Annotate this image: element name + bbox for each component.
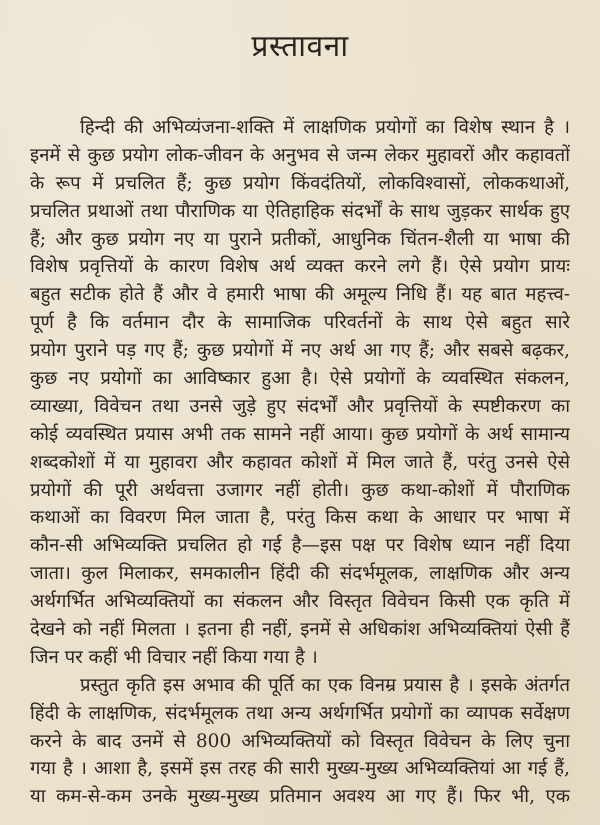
text-line: देखने को नहीं मिलता । इतना ही नहीं, इनमें से अधिकांश अभिव्यक्तियां ऐसी हैं — [30, 619, 570, 641]
text-line: बहुत सटीक होते हैं और वे हमारी भाषा की अमूल्य निधि हैं। यह बात महत्त्व- — [30, 284, 570, 306]
text-line: विशेष प्रवृत्तियों के कारण विशेष अर्थ व्यक्त करने लगे हैं। ऐसे प्रयोग प्रायः — [30, 256, 570, 278]
text-line: पूर्ण है कि वर्तमान दौर के सामाजिक परिवर्तनों के साथ ऐसे बहुत सारे — [30, 312, 570, 334]
text-line: प्रचलित प्रथाओं तथा पौराणिक या ऐतिहाहिक संदर्भों के साथ जुड़कर सार्थक हुए — [30, 200, 570, 222]
text-line: हैं; और कुछ प्रयोग नए या पुराने प्रतीकों, आधुनिक चिंतन-शैली या भाषा की — [30, 228, 570, 250]
text-line: प्रयोगों की पूरी अर्थवत्ता उजागर नहीं होती। कुछ कथा-कोशों में पौराणिक — [30, 479, 570, 501]
text-line: अर्थगर्भित अभिव्यक्तियों का संकलन और विस्तृत विवेचन किसी एक कृति में — [30, 591, 570, 613]
text-line: कथाओं का विवरण मिल जाता है, परंतु किस कथा के आधार पर भाषा में — [30, 507, 570, 529]
text-line: कौन-सी अभिव्यक्ति प्रचलित हो गई है—इस पक्ष पर विशेष ध्यान नहीं दिया — [30, 535, 570, 557]
text-line: करने के बाद उनमें से 800 अभिव्यक्तियों को विस्तृत विवेचन के लिए चुना — [30, 730, 570, 752]
text-line: गया है । आशा है, इसमें इस तरह की सारी मुख्य-मुख्य अभिव्यक्तियां आ गई हैं, — [30, 758, 570, 780]
text-line: जिन पर कहीं भी विचार नहीं किया गया है । — [30, 646, 318, 668]
text-line: व्याख्या, विवेचन तथा उनसे जुड़े हुए संदर्भों और प्रवृत्तियों के स्पष्टीकरण का — [30, 395, 570, 417]
text-line: प्रस्तुत कृति इस अभाव की पूर्ति का एक विनम्र प्रयास है । इसके अंतर्गत — [80, 674, 570, 696]
text-line: हिन्दी की अभिव्यंजना-शक्ति में लाक्षणिक प्रयोगों का विशेष स्थान है । — [80, 117, 570, 138]
text-line: जाता। कुल मिलाकर, समकालीन हिंदी की संदर्भमूलक, लाक्षणिक और अन्य — [30, 563, 570, 585]
text-line: प्रयोग पुराने पड़ गए हैं; कुछ प्रयोगों में नए अर्थ आ गए हैं; और सबसे बढ़कर, — [30, 340, 570, 362]
text-line: इनमें से कुछ प्रयोग लोक-जीवन के अनुभव से जन्म लेकर मुहावरों और कहावतों — [30, 144, 570, 166]
body-text — [30, 114, 570, 811]
text-line: या कम-से-कम उनके मुख्य-मुख्य प्रतिमान अवश्य आ गए हैं। फिर भी, एक — [30, 786, 570, 808]
page-title: प्रस्तावना — [251, 29, 349, 64]
text-line: के रूप में प्रचलित हैं; कुछ प्रयोग किंवदंतियों, लोकविश्वासों, लोककथाओं, — [30, 172, 570, 194]
text-line: कुछ नए प्रयोगों का आविष्कार हुआ है। ऐसे प्रयोगों के व्यवस्थित संकलन, — [30, 368, 570, 390]
text-line: शब्दकोशों में या मुहावरा और कहावत कोशों में मिल जाते हैं, परंतु उनसे ऐसे — [30, 451, 570, 473]
text-line: कोई व्यवस्थित प्रयास अभी तक सामने नहीं आया। कुछ प्रयोगों के अर्थ सामान्य — [30, 423, 570, 445]
text-line: हिंदी के लाक्षणिक, संदर्भमूलक तथा अन्य अर्थगर्भित प्रयोगों का व्यापक सर्वेक्षण — [30, 702, 570, 724]
